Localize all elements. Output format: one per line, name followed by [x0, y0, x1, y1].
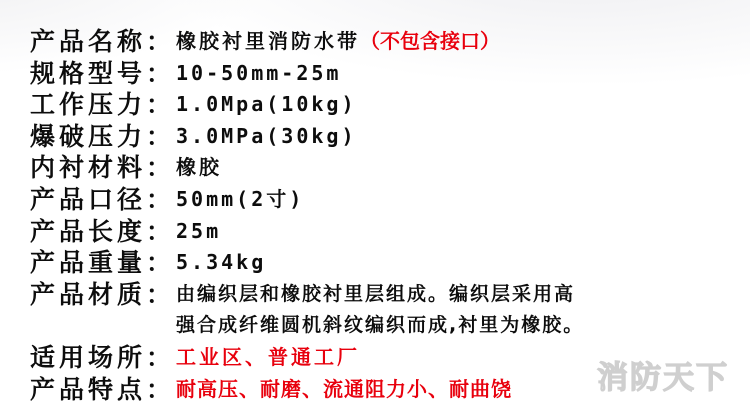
spec-row-lining-material [30, 152, 730, 184]
spec-value-caliber: 50mm(2寸) [176, 186, 305, 211]
spec-row-material [30, 279, 730, 342]
spec-label-caliber: 产品口径： [30, 184, 176, 214]
spec-label-applicable-places: 适用场所： [30, 342, 176, 372]
spec-label-material: 产品材质： [30, 279, 176, 309]
spec-row-length [30, 216, 730, 248]
spec-label-model: 规格型号： [30, 58, 176, 88]
product-spec-sheet [30, 26, 730, 405]
material-line-1: 由编织层和橡胶衬里层组成。编织层采用高 [176, 282, 576, 305]
spec-value-working-pressure: 1.0Mpa(10kg) [176, 92, 357, 117]
spec-value-product-name [176, 26, 500, 58]
spec-label-weight: 产品重量： [30, 248, 176, 278]
spec-row-caliber [30, 184, 730, 216]
spec-label-lining-material: 内衬材料： [30, 153, 176, 183]
spec-value-model: 10-50mm-25m [176, 60, 342, 85]
spec-label-working-pressure: 工作压力： [30, 90, 176, 120]
product-name-text: 橡胶衬里消防水带 [176, 29, 360, 53]
spec-row-product-name [30, 26, 730, 58]
spec-label-burst-pressure: 爆破压力： [30, 121, 176, 151]
spec-label-length: 产品长度： [30, 216, 176, 246]
product-name-note: （不包含接口） [360, 29, 500, 53]
spec-value-lining-material: 橡胶 [176, 155, 222, 180]
spec-value-features: 耐高压、耐磨、流通阻力小、耐曲饶 [176, 376, 512, 401]
spec-label-product-name: 产品名称： [30, 27, 176, 56]
material-line-2: 强合成纤维圆机斜纹编织而成,衬里为橡胶。 [176, 314, 585, 337]
spec-value-weight: 5.34kg [176, 250, 267, 275]
watermark: 消防天下 [597, 360, 729, 396]
spec-value-length: 25m [176, 218, 222, 243]
spec-row-working-pressure [30, 89, 730, 121]
spec-label-features: 产品特点： [30, 374, 176, 404]
spec-row-model [30, 58, 730, 90]
spec-value-material [176, 279, 584, 342]
spec-row-burst-pressure [30, 121, 730, 153]
spec-value-burst-pressure: 3.0MPa(30kg) [176, 123, 357, 148]
spec-value-applicable-places: 工业区、普通工厂 [176, 344, 360, 369]
spec-row-weight [30, 247, 730, 279]
